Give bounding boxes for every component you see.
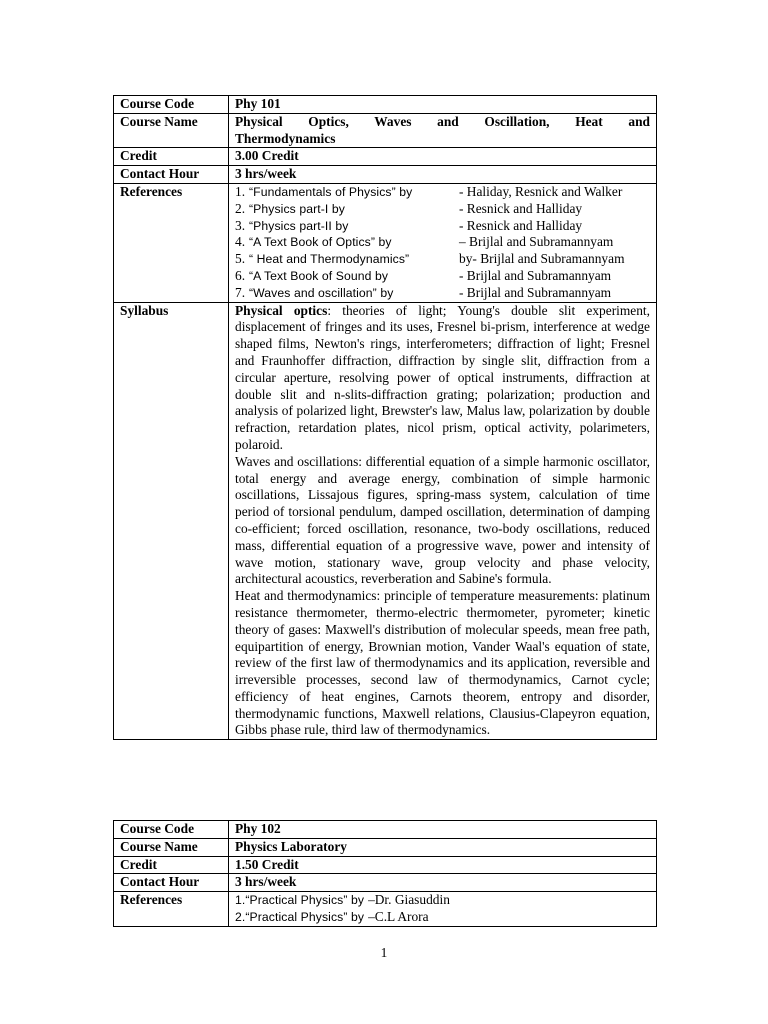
reference-item: 6. “A Text Book of Sound by - Brijlal and Subramannyam xyxy=(235,267,612,283)
table-row xyxy=(114,302,657,740)
syllabus-content xyxy=(229,302,657,740)
table-row xyxy=(114,166,657,184)
reference-item: 2. “Physics part-I by - Resnick and Halliday xyxy=(235,200,583,216)
syllabus-label: Syllabus xyxy=(114,302,229,740)
reference-item: 1. “Fundamentals of Physics” by - Haliday, Resnick and Walker xyxy=(235,183,623,199)
reference-item: 5. “ Heat and Thermodynamics” by- Brijlal and Subramannyam xyxy=(235,251,625,267)
references-label: References xyxy=(114,183,229,302)
course-name-line-2: Thermodynamics xyxy=(235,130,336,146)
course-name-value: Physics Laboratory xyxy=(229,838,657,856)
references-label: References xyxy=(114,892,229,927)
course-table-phy101 xyxy=(113,95,657,740)
syllabus-optics: Physical optics: theories of light; Young's double slit experiment, displacement of fringes and its uses, Fresnel bi-prism, interference at wedge shaped films, Newton's rings, interferometers; diffraction of light; Fresnel and Fraunhoffer diffraction, diffraction by single slit, diffraction from a circular aperture, resolving power of optical instruments, diffraction at double slit and n-slits-diffraction grating; polarization; production and analysis of polarized light, Brewster's law, Malus law, polarization by double refraction, retardation plates, nicol prism, optical activity, polarimeters, polaroid. xyxy=(235,302,650,452)
references-list xyxy=(229,892,657,927)
contact-hour-label: Contact Hour xyxy=(114,166,229,184)
contact-hour-label: Contact Hour xyxy=(114,874,229,892)
page-number: 1 xyxy=(380,945,388,960)
table-row xyxy=(114,874,657,892)
table-row xyxy=(114,96,657,114)
table-row xyxy=(114,838,657,856)
references-list xyxy=(229,183,657,302)
course-code-label: Course Code xyxy=(114,96,229,114)
table-row xyxy=(114,856,657,874)
credit-value: 1.50 Credit xyxy=(229,856,657,874)
course-name-label: Course Name xyxy=(114,113,229,148)
reference-item: 4. “A Text Book of Optics” by – Brijlal and Subramannyam xyxy=(235,234,614,250)
syllabus-heat: Heat and thermodynamics: principle of temperature measurements: platinum resistance thermometer, thermo-electric thermometer, pyrometer; kinetic theory of gases: Maxwell's distribution of molecular speeds, mean free path, equipartition of energy, Brownian motion, Vander Waal's equation of state, review of the first law of thermodynamics and its application, reversible and irreversible processes, second law of thermodynamics, Carnot cycle; efficiency of heat engines, Carnots theorem, entropy and disorder, thermodynamic functions, Maxwell relations, Clausius-Clapeyron equation, Gibbs phase rule, third law of thermodynamics. xyxy=(235,588,650,738)
course-table-phy102 xyxy=(113,820,657,927)
credit-label: Credit xyxy=(114,856,229,874)
table-row xyxy=(114,892,657,927)
credit-value: 3.00 Credit xyxy=(229,148,657,166)
reference-item: 2. “Practical Physics” by –C.L Arora xyxy=(235,908,429,924)
table-row xyxy=(114,148,657,166)
course-name-value xyxy=(229,113,657,148)
reference-item: 1. “Practical Physics” by –Dr. Giasuddin xyxy=(235,892,450,908)
table-row xyxy=(114,113,657,148)
syllabus-waves: Waves and oscillations: differential equation of a simple harmonic oscillator, total energy and average energy, combination of simple harmonic oscillations, Lissajous figures, spring-mass system, calculation of time period of torsional pendulum, damped oscillation, determination of damping co-efficient; forced oscillation, resonance, two-body oscillations, reduced mass, differential equation of a progressive wave, power and intensity of wave motion, stationary wave, group velocity and phase velocity, architectural acoustics, reverberation and Sabine's formula. xyxy=(235,453,650,587)
course-name-label: Course Name xyxy=(114,838,229,856)
contact-hour-value: 3 hrs/week xyxy=(229,166,657,184)
credit-label: Credit xyxy=(114,148,229,166)
reference-item: 7. “Waves and oscillation” by - Brijlal and Subramannyam xyxy=(235,284,612,300)
course-code-label: Course Code xyxy=(114,821,229,839)
reference-item: 3. “Physics part-II by - Resnick and Halliday xyxy=(235,217,583,233)
course-code-value: Phy 102 xyxy=(229,821,657,839)
table-row xyxy=(114,183,657,302)
contact-hour-value: 3 hrs/week xyxy=(229,874,657,892)
table-row xyxy=(114,821,657,839)
course-name-line-1: Physical Optics, Waves and Oscillation, Heat and xyxy=(235,113,650,129)
course-code-value: Phy 101 xyxy=(229,96,657,114)
